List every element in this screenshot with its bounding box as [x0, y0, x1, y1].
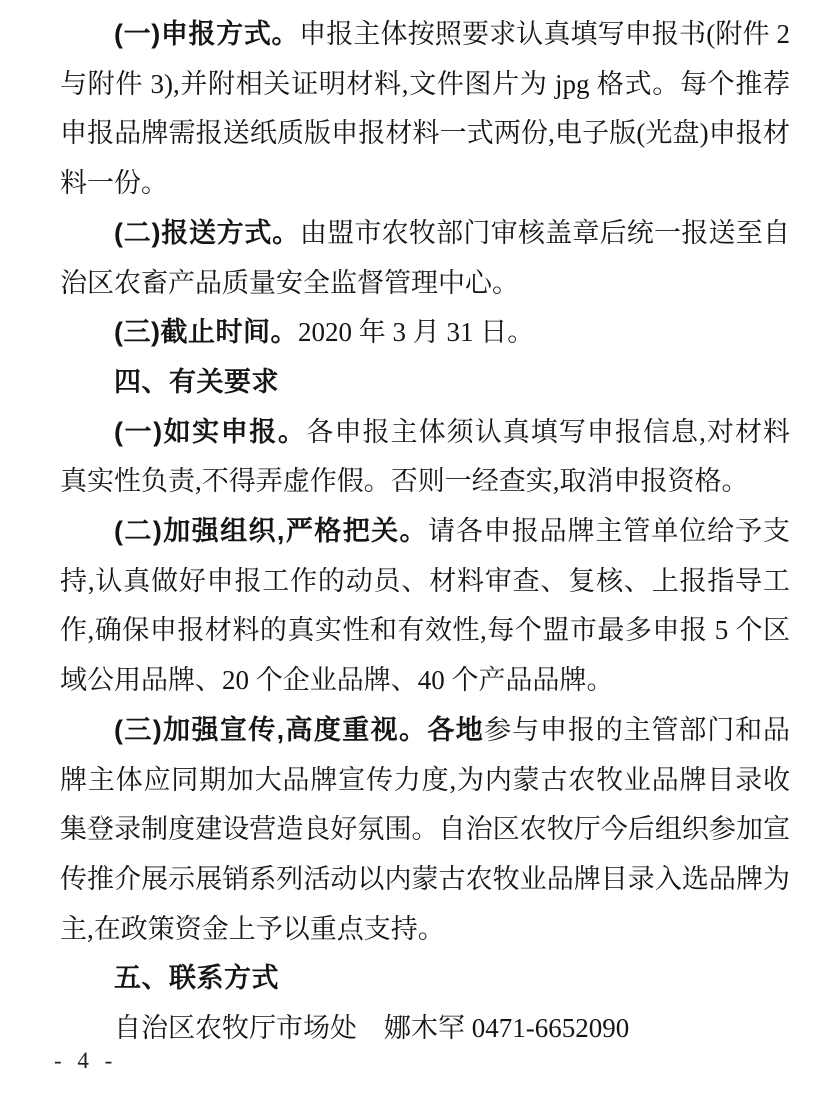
paragraph-head: (二)加强组织,严格把关。 [114, 516, 428, 547]
paragraph-head: (二)报送方式。 [114, 217, 300, 248]
paragraph-head: 四、有关要求 [114, 366, 279, 397]
paragraph-truthful-declaration [60, 408, 790, 507]
paragraph-body: 各申报主体须认真填写申报信息,对材料真实性负责,不得弄虚作假。否则一经查实,取消申报资格。 [60, 416, 791, 497]
page-number: - 4 - [54, 1048, 118, 1073]
paragraph-head: (三)截止时间。 [114, 317, 298, 348]
paragraph-strengthen-organization [60, 507, 790, 706]
paragraph-body: 请各申报品牌主管单位给予支持,认真做好申报工作的动员、材料审查、复核、上报指导工作,确保申报材料的真实性和有效性,每个盟市最多申报 5 个区域公用品牌、20 个企业品牌、40 个产品品牌。 [60, 516, 791, 696]
paragraph-contact-info [60, 1004, 790, 1054]
paragraph-body: 自治区农牧厅市场处 娜木罕 0471-6652090 [114, 1013, 630, 1044]
paragraph-deadline [60, 308, 790, 358]
document-content [60, 10, 790, 1054]
paragraph-head: (三)加强宣传,高度重视。各地 [114, 714, 485, 745]
paragraph-body: 参与申报的主管部门和品牌主体应同期加大品牌宣传力度,为内蒙古农牧业品牌目录收集登录制度建设营造良好氛围。自治区农牧厅今后组织参加宣传推介展示展销系列活动以内蒙古农牧业品牌目录入选品牌为主,在政策资金上予以重点支持。 [60, 714, 791, 944]
paragraph-strengthen-publicity [60, 706, 790, 955]
section-heading-contact [60, 954, 790, 1004]
paragraph-body: 申报主体按照要求认真填写申报书(附件 2 与附件 3),并附相关证明材料,文件图片为 jpg 格式。每个推荐申报品牌需报送纸质版申报材料一式两份,电子版(光盘)申报材料一份。 [60, 19, 790, 199]
paragraph-submit-method [60, 209, 790, 308]
paragraph-declare-method [60, 10, 790, 209]
section-heading-requirements [60, 358, 790, 408]
paragraph-body: 由盟市农牧部门审核盖章后统一报送至自治区农畜产品质量安全监督管理中心。 [60, 217, 791, 298]
paragraph-head: (一)申报方式。 [114, 19, 300, 49]
paragraph-body: 2020 年 3 月 31 日。 [297, 317, 535, 348]
paragraph-head: 五、联系方式 [114, 963, 279, 994]
paragraph-head: (一)如实申报。 [114, 416, 307, 447]
